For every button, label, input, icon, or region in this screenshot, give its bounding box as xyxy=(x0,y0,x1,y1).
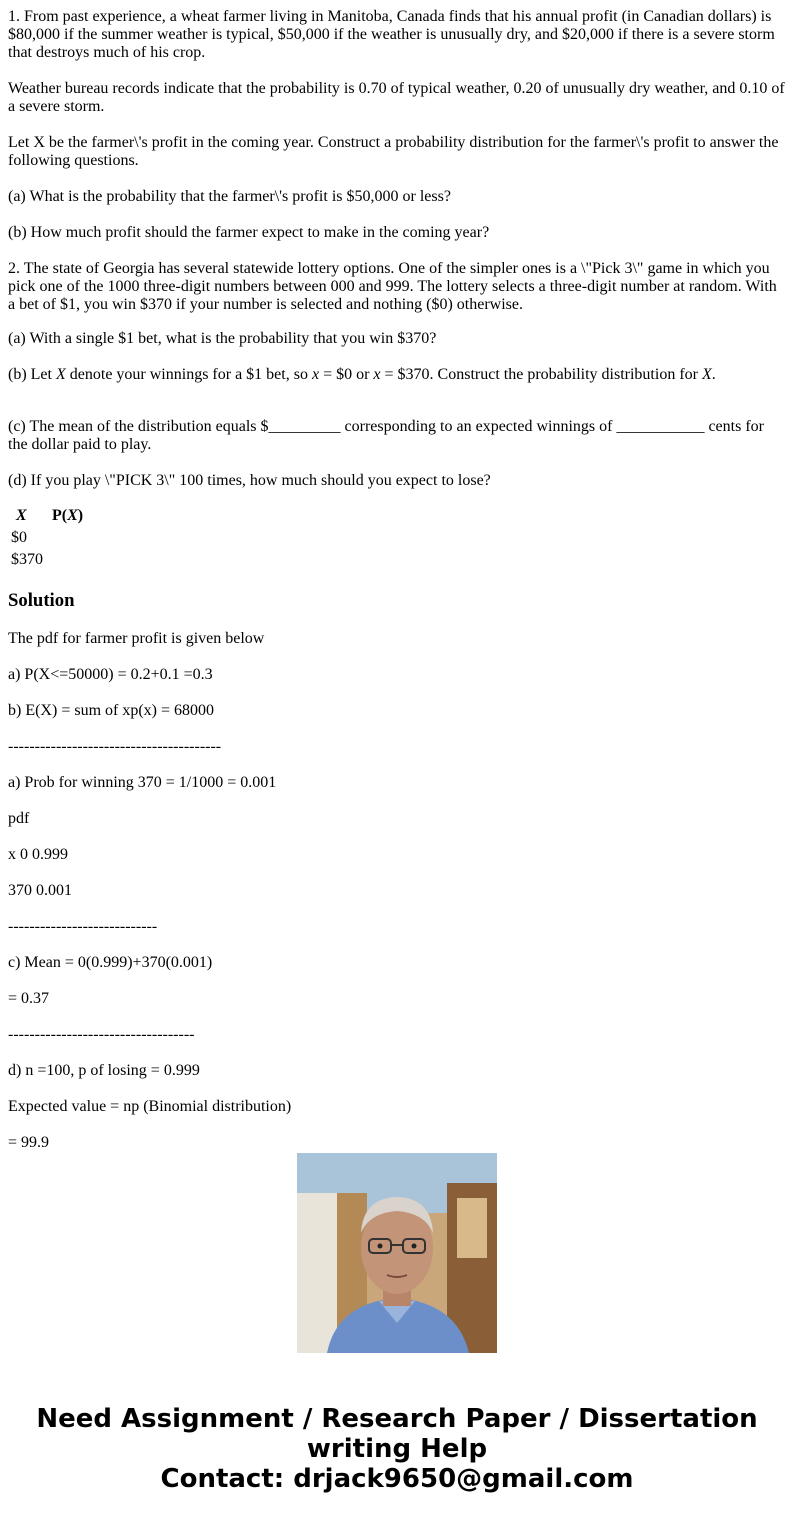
solution-line: a) P(X<=50000) = 0.2+0.1 =0.3 xyxy=(8,666,213,683)
question-1a: (a) What is the probability that the farmer\'s profit is $50,000 or less? xyxy=(8,188,451,205)
solution-line: c) Mean = 0(0.999)+370(0.001) xyxy=(8,954,213,971)
q2b-var-x-lower-2: x xyxy=(373,366,381,383)
probability-table xyxy=(8,504,91,572)
q2b-text-2: denote your winnings for a $1 bet, so xyxy=(65,366,312,383)
table-header-row xyxy=(10,506,89,526)
solution-divider: ----------------------------------- xyxy=(8,1026,195,1043)
q2b-text-3: = $0 or xyxy=(319,366,374,383)
table-cell-x: $0 xyxy=(11,529,27,546)
table-row xyxy=(10,550,89,570)
q2b-var-x-lower: x xyxy=(311,366,320,383)
q2b-text-1: (b) Let xyxy=(8,366,56,383)
question-1-probabilities: Weather bureau records indicate that the probability is 0.70 of typical weather, 0.20 of unusually dry weather, and 0.10 of a severe storm. xyxy=(8,80,785,115)
solution-divider: ---------------------------------------- xyxy=(8,738,222,755)
solution-heading: Solution xyxy=(8,590,75,611)
solution-line: = 99.9 xyxy=(8,1134,50,1151)
solution-line: Expected value = np (Binomial distribution) xyxy=(8,1098,292,1115)
q2b-var-x: X xyxy=(55,366,66,383)
question-2b xyxy=(8,366,786,384)
solution-line: 370 0.001 xyxy=(8,882,72,899)
question-1b: (b) How much profit should the farmer expect to make in the coming year? xyxy=(8,224,490,241)
q2b-text-4: = $370. Construct the probability distribution for xyxy=(380,366,702,383)
q2b-var-x-2: X xyxy=(701,366,712,383)
solution-line: The pdf for farmer profit is given below xyxy=(8,630,265,647)
document-content xyxy=(8,8,786,1151)
table-header-px: P(X) xyxy=(52,507,84,524)
solution-line: pdf xyxy=(8,810,30,827)
table-row xyxy=(10,528,89,548)
q2b-text-5: . xyxy=(711,366,716,383)
author-avatar xyxy=(297,1153,497,1353)
table-cell-px xyxy=(46,550,89,570)
question-2-intro: 2. The state of Georgia has several statewide lottery options. One of the simpler ones is a \"Pick 3\" game in which you pick one of the 1000 three-digit numbers between 000 and 999. The lottery selects a three-digit number at random. With a bet of $1, you win $370 if your number is selected and nothing ($0) otherwise. xyxy=(8,260,777,313)
cta-contact-email: Contact: drjack9650@gmail.com xyxy=(160,1464,634,1494)
solution-line: = 0.37 xyxy=(8,990,50,1007)
solution-divider: ---------------------------- xyxy=(8,918,158,935)
cta-line-1: Need Assignment / Research Paper / Dissertation xyxy=(36,1404,758,1434)
table-cell-px xyxy=(46,528,89,548)
table-cell-x: $370 xyxy=(11,551,43,568)
question-2a: (a) With a single $1 bet, what is the probability that you win $370? xyxy=(8,330,437,347)
question-2c: (c) The mean of the distribution equals $_________ corresponding to an expected winnings of ___________ cents for the dollar paid to play. xyxy=(8,418,764,453)
solution-line: d) n =100, p of losing = 0.999 xyxy=(8,1062,200,1079)
solution-line: x 0 0.999 xyxy=(8,846,68,863)
solution-line: a) Prob for winning 370 = 1/1000 = 0.001 xyxy=(8,774,277,791)
question-1-instructions: Let X be the farmer\'s profit in the coming year. Construct a probability distribution for the farmer\'s profit to answer the following questions. xyxy=(8,134,779,169)
author-photo-icon xyxy=(297,1153,497,1353)
cta-line-2: writing Help xyxy=(306,1434,488,1464)
contact-banner xyxy=(0,1404,794,1494)
table-header-x: X xyxy=(16,507,27,524)
question-1-intro: 1. From past experience, a wheat farmer living in Manitoba, Canada finds that his annual profit (in Canadian dollars) is $80,000 if the summer weather is typical, $50,000 if the weather is unusually dry, and $20,000 if there is a severe storm that destroys much of his crop. xyxy=(8,8,775,61)
solution-body xyxy=(8,630,786,1152)
question-2d: (d) If you play \"PICK 3\" 100 times, how much should you expect to lose? xyxy=(8,472,491,489)
solution-line: b) E(X) = sum of xp(x) = 68000 xyxy=(8,702,215,719)
